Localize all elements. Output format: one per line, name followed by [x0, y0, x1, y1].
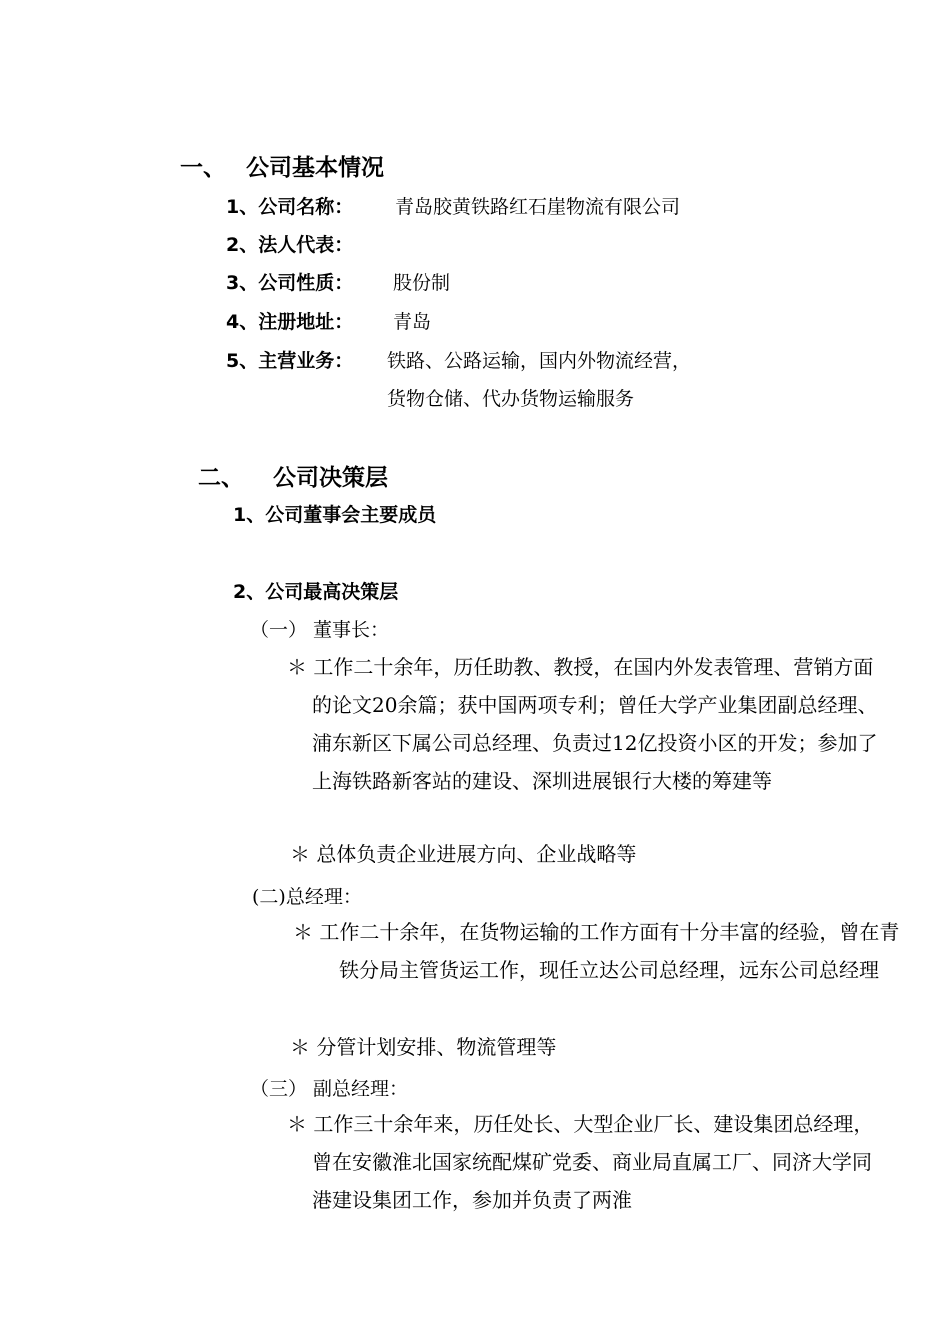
role-chairman-title: （一） 董事长： [250, 619, 390, 641]
board-members-heading: 1、公司董事会主要成员 [233, 504, 437, 526]
section-1-number: 一、 [180, 155, 226, 181]
main-business-value: 铁路、公路运输，国内外物流经营， [387, 350, 692, 372]
company-name-value: 青岛胶黄铁路红石崖物流有限公司 [395, 196, 681, 218]
chairman-point-experience: ＊ 工作二十余年，历任助教、教授，在国内外发表管理、营销方面的论文20余篇；获中国两项专利；曾任大学产业集团副总经理、浦东新区下属公司总经理、负责过12亿投资小区的开发；参加了上海铁路新客站的建设、深圳进展银行大楼的筹建等 [287, 655, 878, 793]
dgm-point-experience: ＊ 工作三十余年来，历任处长、大型企业厂长、建设集团总经理，曾在安徽淮北国家统配煤矿党委、商业局直属工厂、同济大学同港建设集团工作，参加并负责了两淮 [287, 1112, 874, 1212]
top-decision-heading: 2、公司最高决策层 [233, 581, 399, 603]
role-gm-title: (二)总经理： [252, 886, 362, 908]
company-name-label: 1、公司名称： [226, 196, 354, 218]
section-1-title: 公司基本情况 [246, 155, 384, 181]
company-type-value: 股份制 [393, 272, 451, 294]
chairman-point-duty: ＊ 总体负责企业进展方向、企业战略等 [290, 842, 637, 866]
company-type-label: 3、公司性质： [226, 272, 354, 294]
legal-rep-label: 2、法人代表： [226, 234, 354, 256]
section-2-number: 二、 [198, 465, 244, 491]
role-dgm-title: （三） 副总经理： [250, 1078, 409, 1100]
gm-point-experience: ＊ 工作二十余年，在货物运输的工作方面有十分丰富的经验，曾在青铁分局主管货运工作，现任立达公司总经理，远东公司总经理 [293, 920, 900, 982]
gm-point-duty: ＊ 分管计划安排、物流管理等 [290, 1035, 557, 1059]
main-business-label: 5、主营业务： [226, 350, 354, 372]
reg-address-value: 青岛 [393, 311, 432, 333]
main-business-value-line2: 货物仓储、代办货物运输服务 [387, 388, 635, 410]
section-2-title: 公司决策层 [273, 465, 388, 491]
reg-address-label: 4、注册地址： [226, 311, 354, 333]
